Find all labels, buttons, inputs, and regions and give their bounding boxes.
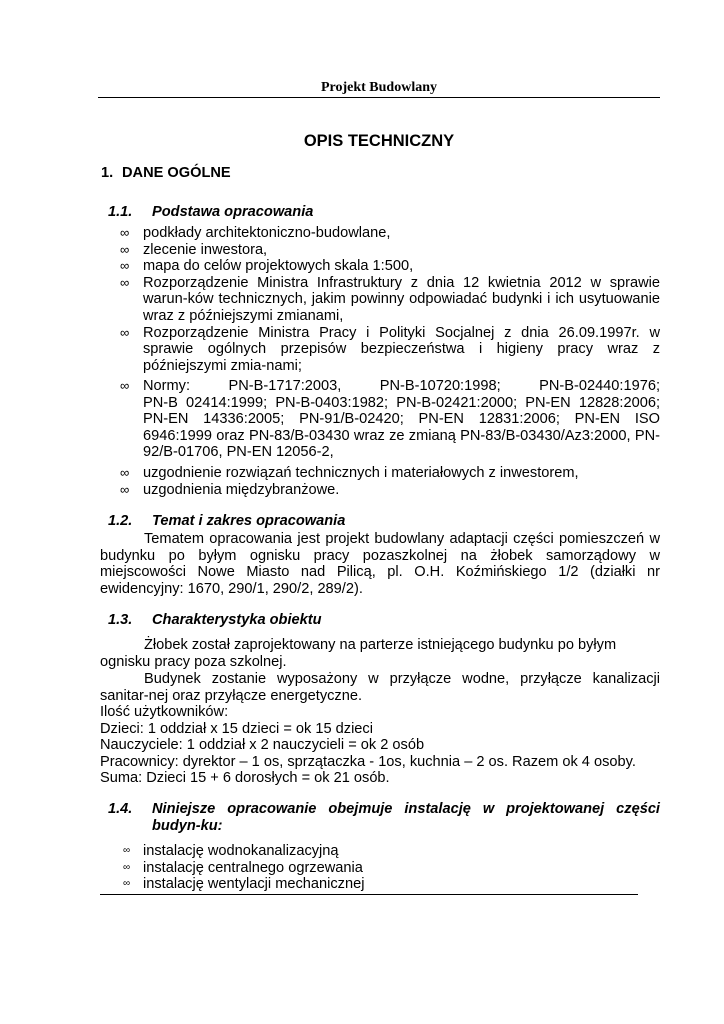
list-item: ∞ instalację wodnokanalizacyjną — [123, 843, 339, 859]
list-item-norms — [120, 378, 660, 461]
bullet-icon: ∞ — [120, 225, 130, 240]
list-item: ∞ zlecenie inwestora, — [120, 241, 268, 258]
users-line: Pracownicy: dyrektor – 1 os, sprzątaczka - 1os, kuchnia – 2 os. Razem ok 4 osoby. — [100, 753, 636, 770]
basis-list — [120, 225, 660, 374]
list-item: ∞ instalację centralnego ogrzewania — [123, 859, 363, 876]
bottom-rule — [100, 894, 638, 895]
users-block — [100, 704, 660, 787]
bullet-icon: ∞ — [120, 241, 130, 257]
subsection-1-2-heading — [108, 513, 660, 530]
list-item: ∞ instalację wentylacji mechanicznej — [123, 876, 365, 893]
subsection-title: Temat i zakres opracowania — [152, 513, 346, 529]
bullet-icon: ∞ — [123, 845, 131, 856]
bullet-icon: ∞ — [120, 258, 130, 274]
subsection-title: Podstawa opracowania — [152, 204, 314, 220]
bullet-icon: ∞ — [123, 861, 131, 873]
list-item: ∞ Rozporządzenie Ministra Infrastruktury z dnia 12 kwietnia 2012 w sprawie warun-ków technicznych, jakim powinny odpowiadać budynki i ich usytuowanie wraz z późniejszymi zmianami, — [120, 274, 660, 324]
section-number: 1. — [101, 165, 114, 181]
scope-paragraph: Tematem opracowania jest projekt budowlany adaptacji części pomieszczeń w budynku po byłym ognisku pracy pozaszkolnej na żłobek samorządowy w miejscowości Nowe Miasto nad Pilicą, pl. O.H. Koźmińskiego 1/2 (działki nr ewidencyjny: 1670, 290/1, 290/2, 289/2). — [100, 531, 660, 597]
bullet-icon: ∞ — [120, 481, 130, 497]
subsection-number: 1.2. — [108, 513, 133, 529]
users-line: Dzieci: 1 oddział x 15 dzieci = ok 15 dzieci — [100, 720, 373, 737]
list-item: ∞ uzgodnienie rozwiązań technicznych i materiałowych z inwestorem, — [120, 465, 579, 481]
subsection-number: 1.1. — [108, 204, 133, 220]
norms-list — [120, 378, 660, 461]
bullet-icon: ∞ — [123, 878, 131, 890]
subsection-1-3-heading — [108, 612, 660, 629]
list-item: ∞ Rozporządzenie Ministra Pracy i Polityki Socjalnej z dnia 26.09.1997r. w sprawie ogólnych przepisów bezpieczeństwa i higieny pracy wraz z późniejszymi zmia-nami; — [120, 324, 660, 374]
subsection-title: Niniejsze opracowanie obejmuje instalację w projektowanej części budyn-ku: — [152, 801, 660, 834]
subsection-number: 1.3. — [108, 612, 133, 628]
list-item: ∞ podkłady architektoniczno-budowlane, — [120, 225, 391, 241]
section-title: DANE OGÓLNE — [122, 165, 231, 181]
users-line: Ilość użytkowników: — [100, 704, 229, 720]
running-header: Projekt Budowlany — [320, 80, 438, 95]
list-item: ∞ mapa do celów projektowych skala 1:500, — [120, 258, 414, 275]
object-paragraph-2: Budynek zostanie wyposażony w przyłącze wodne, przyłącze kanalizacji sanitar-nej oraz przyłącze energetyczne. — [100, 671, 660, 704]
users-line: Suma: Dzieci 15 + 6 dorosłych = ok 21 osób. — [100, 770, 390, 787]
header-rule — [98, 97, 660, 98]
section-1-heading — [101, 165, 231, 182]
basis-list-continued — [120, 465, 660, 498]
norms-first-line: Normy: PN-B-1717:2003, PN-B-10720:1998; PN-B-02440:1976; — [143, 378, 660, 394]
bullet-icon: ∞ — [120, 378, 130, 393]
bullet-icon: ∞ — [120, 324, 130, 340]
bullet-icon: ∞ — [120, 465, 130, 480]
subsection-1-1-heading — [108, 204, 660, 221]
object-paragraph-1: Żłobek został zaprojektowany na parterze istniejącego budynku po byłym ognisku pracy poza szkolnej. — [100, 637, 617, 670]
document-title: OPIS TECHNICZNY — [303, 132, 455, 150]
subsection-1-4-heading — [108, 801, 660, 834]
users-line: Nauczyciele: 1 oddział x 2 nauczycieli = ok 2 osób — [100, 737, 425, 754]
installations-list — [120, 843, 660, 893]
bullet-icon: ∞ — [120, 274, 130, 290]
subsection-number: 1.4. — [108, 801, 133, 817]
list-item: ∞ uzgodnienia międzybranżowe. — [120, 481, 340, 498]
subsection-title: Charakterystyka obiektu — [152, 612, 322, 628]
norms-rest: PN-B 02414:1999; PN-B-0403:1982; PN-B-02421:2000; PN-EN 12828:2006; PN-EN 14336:2005; PN-91/B-02420; PN-EN 12831:2006; PN-EN ISO 6946:1999 oraz PN-83/B-03430 wraz ze zmianą PN-83/B-03430/Az3:2000, PN-92/B-01706, PN-EN 12056-2, — [143, 394, 660, 461]
